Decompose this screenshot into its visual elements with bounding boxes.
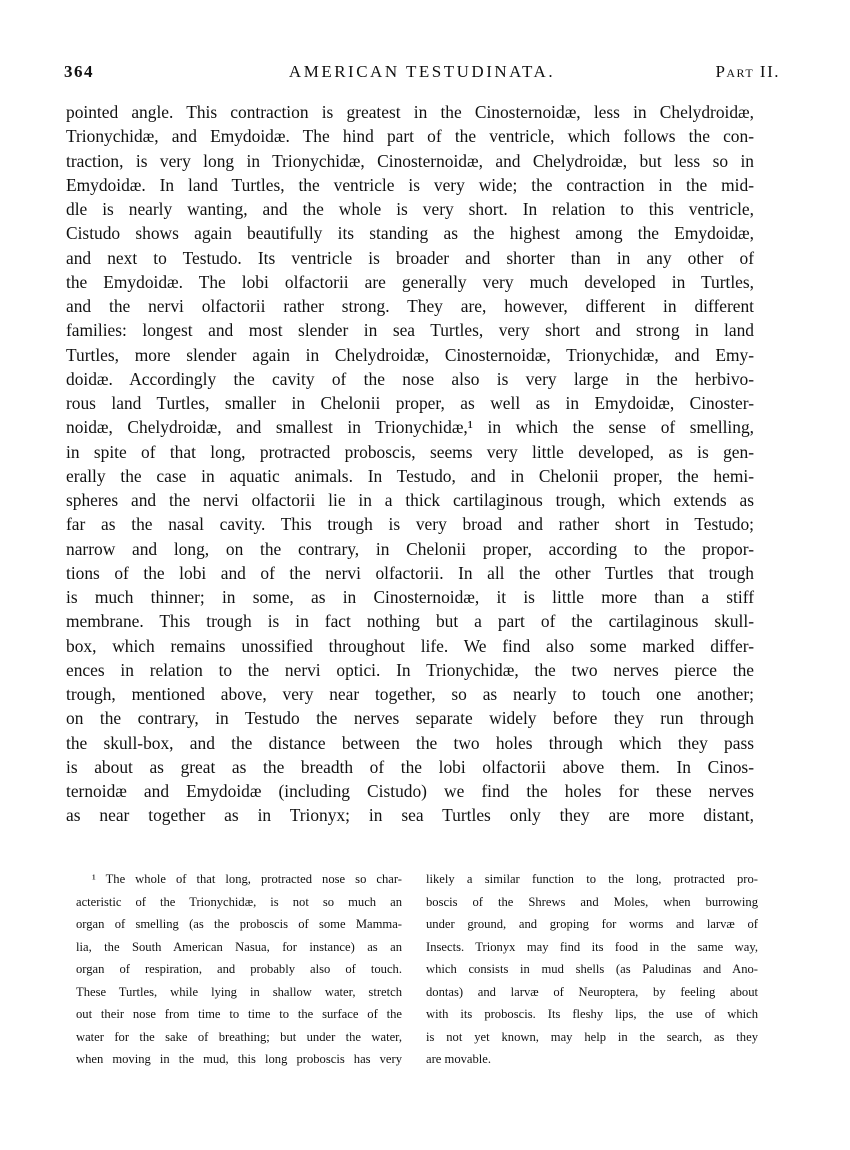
footnote-line: dontas) and larvæ of Neuroptera, by feeling about bbox=[426, 984, 758, 999]
body-line: in spite of that long, protracted proboscis, seems very little developed, as is gen- bbox=[66, 441, 754, 462]
body-line: ences in relation to the nervi optici. In Trionychidæ, the two nerves pierce the bbox=[66, 659, 754, 680]
body-line: far as the nasal cavity. This trough is very broad and rather short in Testudo; bbox=[66, 514, 754, 535]
body-line: membrane. This trough is in fact nothing but a part of the cartilaginous skull- bbox=[66, 611, 754, 632]
body-line: and the nervi olfactorii rather strong. They are, however, different in different bbox=[66, 296, 754, 316]
body-line: Trionychidæ, and Emydoidæ. The hind part of the ventricle, which follows the con- bbox=[66, 126, 754, 147]
footnote-line: which consists in mud shells (as Paludinas and Ano- bbox=[426, 962, 758, 976]
footnote-line: organ of smelling (as the proboscis of some Mamma- bbox=[76, 917, 402, 931]
footnote-line: ¹ The whole of that long, protracted nose so char- bbox=[92, 872, 402, 886]
body-line: ternoidæ and Emydoidæ (including Cistudo) we find the holes for these nerves bbox=[66, 781, 754, 801]
page-header bbox=[64, 62, 780, 86]
body-line: erally the case in aquatic animals. In Testudo, and in Chelonii proper, the hemi- bbox=[66, 465, 754, 486]
footnote-line: acteristic of the Trionychidæ, is not so much an bbox=[76, 894, 402, 909]
body-line: doidæ. Accordingly the cavity of the nose also is very large in the herbivo- bbox=[66, 368, 754, 389]
body-line: tions of the lobi and of the nervi olfactorii. In all the other Turtles that trough bbox=[66, 562, 754, 583]
footnote-line: organ of respiration, and probably also of touch. bbox=[76, 962, 402, 976]
footnote-column-left bbox=[76, 868, 402, 1071]
body-line: on the contrary, in Testudo the nerves separate widely before they run through bbox=[66, 708, 754, 729]
body-line: spheres and the nervi olfactorii lie in a thick cartilaginous trough, which extends as bbox=[66, 490, 754, 510]
footnote-line: boscis of the Shrews and Moles, when burrowing bbox=[426, 894, 758, 909]
footnote-line: These Turtles, while lying in shallow water, stretch bbox=[76, 984, 402, 999]
footnote-line: are movable. bbox=[426, 1052, 492, 1066]
part-label: Part II. bbox=[715, 62, 780, 81]
body-line: families: longest and most slender in sea Turtles, very short and strong in land bbox=[66, 320, 754, 341]
footnote-line: under ground, and groping for worms and larvæ of bbox=[426, 917, 758, 931]
body-line: Emydoidæ. In land Turtles, the ventricle is very wide; the contraction in the mid- bbox=[66, 174, 754, 195]
footnote-line: Insects. Trionyx may find its food in the same way, bbox=[426, 939, 758, 954]
footnote-line: is not yet known, may help in the search, as they bbox=[426, 1029, 758, 1044]
body-line: rous land Turtles, smaller in Chelonii proper, as well as in Emydoidæ, Cinoster- bbox=[66, 393, 754, 413]
footnote-line: out their nose from time to time to the surface of the bbox=[76, 1007, 402, 1021]
body-line: is much thinner; in some, as in Cinosternoidæ, it is little more than a stiff bbox=[66, 587, 754, 607]
body-text bbox=[66, 100, 754, 828]
body-line: as near together as in Trionyx; in sea Turtles only they are more distant, bbox=[66, 805, 754, 826]
footnote-line: with its proboscis. Its fleshy lips, the use of which bbox=[426, 1007, 758, 1021]
body-line: narrow and long, on the contrary, in Chelonii proper, according to the propor- bbox=[66, 538, 754, 559]
footnote-line: when moving in the mud, this long proboscis has very bbox=[76, 1052, 402, 1066]
body-line: noidæ, Chelydroidæ, and smallest in Trionychidæ,¹ in which the sense of smelling, bbox=[66, 417, 754, 438]
footnote-column-right bbox=[426, 868, 758, 1071]
body-line: Turtles, more slender again in Chelydroidæ, Cinosternoidæ, Trionychidæ, and Emy- bbox=[66, 344, 754, 365]
footnote-line: water for the sake of breathing; but under the water, bbox=[76, 1029, 402, 1044]
page-number: 364 bbox=[64, 62, 94, 81]
body-line: is about as great as the breadth of the lobi olfactorii above them. In Cinos- bbox=[66, 756, 754, 777]
body-line: trough, mentioned above, very near together, so as nearly to touch one another; bbox=[66, 684, 754, 704]
footnote-line: likely a similar function to the long, protracted pro- bbox=[426, 872, 758, 886]
body-line: dle is nearly wanting, and the whole is very short. In relation to this ventricle, bbox=[66, 199, 754, 219]
body-line: the skull-box, and the distance between the two holes through which they pass bbox=[66, 732, 754, 753]
body-line: and next to Testudo. Its ventricle is broader and shorter than in any other of bbox=[66, 247, 754, 268]
footnote-line: lia, the South American Nasua, for instance) as an bbox=[76, 939, 402, 954]
running-title: AMERICAN TESTUDINATA. bbox=[288, 62, 556, 81]
body-line: the Emydoidæ. The lobi olfactorii are generally very much developed in Turtles, bbox=[66, 271, 754, 292]
body-line: box, which remains unossified throughout life. We find also some marked differ- bbox=[66, 635, 754, 656]
body-line: pointed angle. This contraction is greatest in the Cinosternoidæ, less in Chelydroidæ, bbox=[66, 102, 754, 122]
body-line: traction, is very long in Trionychidæ, Cinosternoidæ, and Chelydroidæ, but less so in bbox=[66, 150, 754, 171]
body-line: Cistudo shows again beautifully its standing as the highest among the Emydoidæ, bbox=[66, 223, 754, 244]
